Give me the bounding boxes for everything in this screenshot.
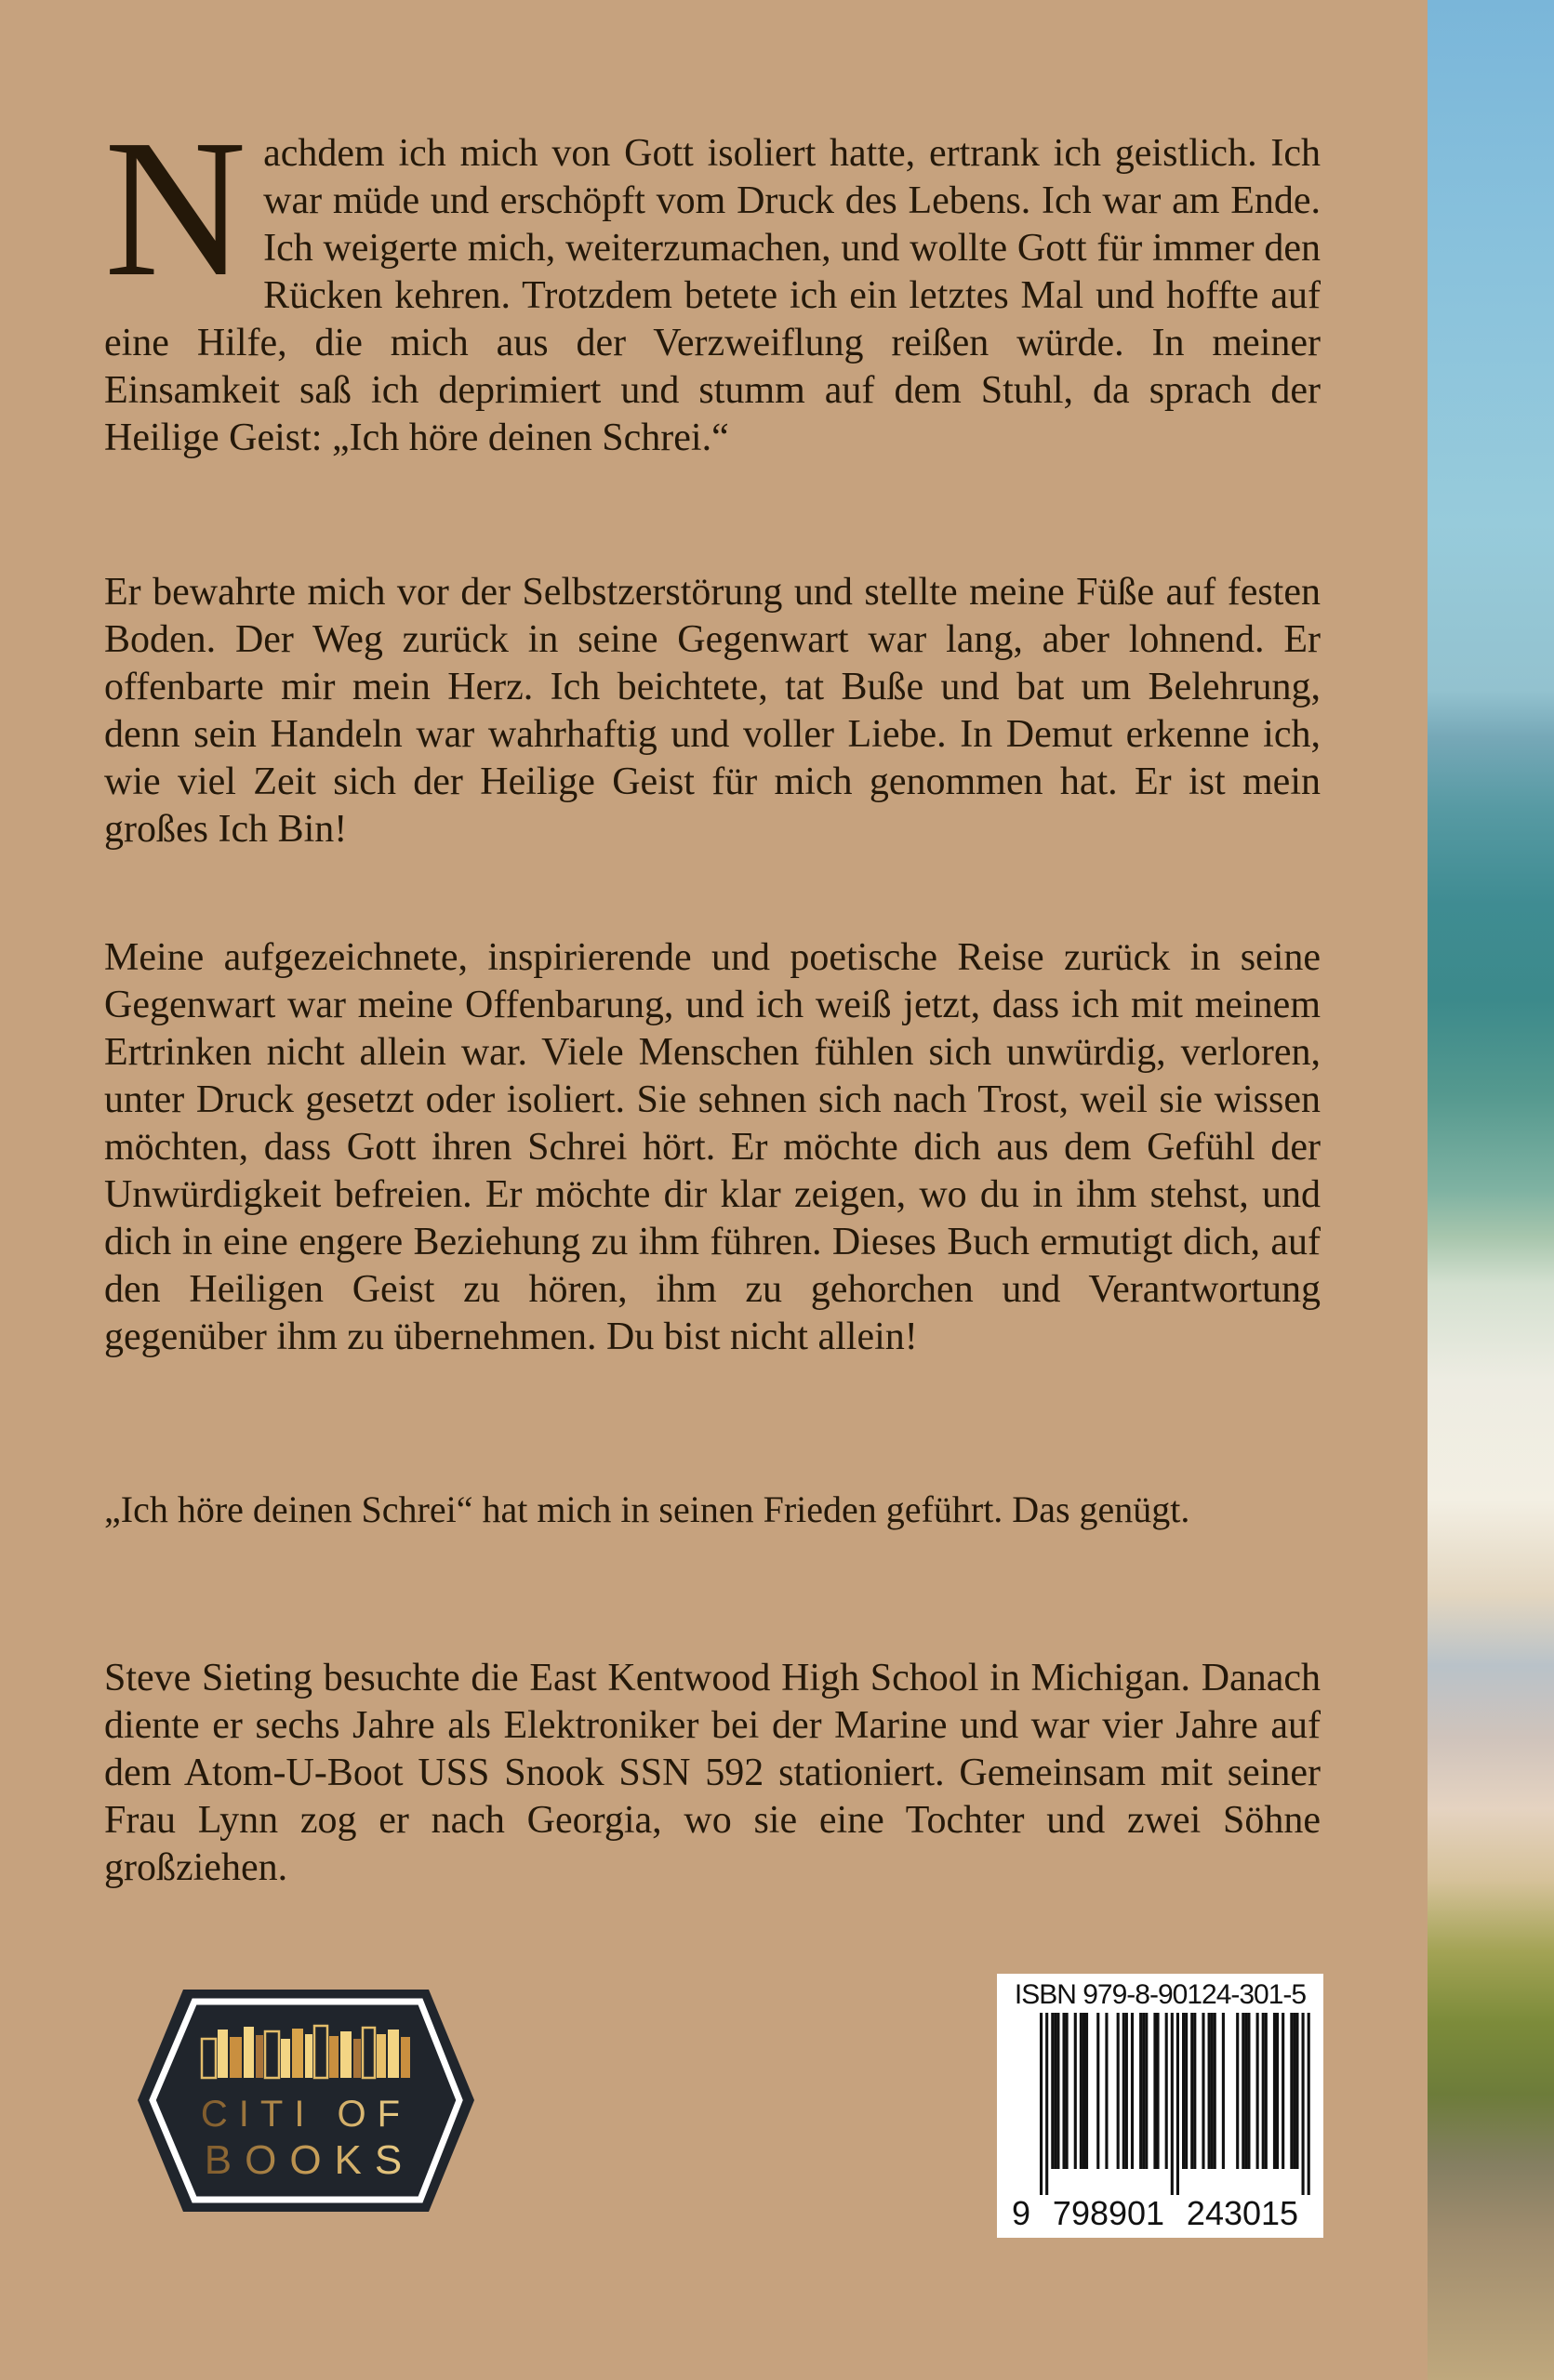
barcode-digits-left-group: 798901 [1052,2194,1165,2232]
publisher-logo-line2: BOOKS [204,2137,416,2183]
barcode-digits-right-group: 243015 [1186,2194,1299,2232]
beach-photo-strip [1428,0,1554,2380]
author-bio: Steve Sieting besuchte die East Kentwood High School in Michigan. Danach diente er sechs Jahre als Elektroniker bei der Marine und war vier Jahre auf dem Atom-U-Boot USS Snook SSN 592 stationiert. Gemeinsam mit seiner Frau Lynn zog er nach Georgia, wo sie eine Tochter und zwei Söhne großziehen. [104,1657,1321,1889]
synopsis-paragraph-3: Meine aufgezeichnete, inspirierende und poetische Reise zurück in seine Gegenwart war meine Offenbarung, und ich weiß jetzt, dass ich mit meinem Ertrinken nicht allein war. Viele Menschen fühlen sich unwürdig, verloren, unter Druck gesetzt oder isoliert. Sie sehnen sich nach Trost, weil sie wissen möchten, dass Gott ihren Schrei hört. Er möchte dich aus dem Gefühl der Unwürdigkeit befreien. Er möchte dir klar zeigen, wo du in ihm stehst, und dich in eine engere Beziehung zu ihm führen. Dieses Buch ermutigt dich, auf den Heiligen Geist zu hören, ihm zu gehorchen und Verantwortung gegenüber ihm zu übernehmen. Du bist nicht allein! [104,936,1321,1358]
publisher-logo-line1: CITI OF [200,2094,412,2135]
publisher-badge [135,1987,477,2215]
isbn-label: ISBN 979-8-90124-301-5 [1014,1979,1307,2010]
publisher-logo [135,1987,477,2215]
isbn-barcode [997,1974,1323,2238]
synopsis-paragraph-2: Er bewahrte mich vor der Selbstzerstörung und stellte meine Füße auf festen Boden. Der Weg zurück in seine Gegenwart war lang, aber lohnend. Er offenbarte mir mein Herz. Ich beichtete, tat Buße und bat um Belehrung, denn sein Handeln war wahrhaftig und voller Liebe. In Demut erkenne ich, wie viel Zeit sich der Heilige Geist für mich genommen hat. Er ist mein großes Ich Bin! [104,571,1321,851]
barcode-digit-lead: 9 [1012,2194,1031,2232]
synopsis-paragraph-1: Nachdem ich mich von Gott isoliert hatte, ertrank ich geistlich. Ich war müde und erschöpft vom Druck des Lebens. Ich war am Ende. Ich weigerte mich, weiterzumachen, und wollte Gott für immer den Rücken kehren. Trotzdem betete ich ein letztes Mal und hoffte auf eine Hilfe, die mich aus der Verzweiflung reißen würde. In meiner Einsamkeit saß ich deprimiert und stumm auf dem Stuhl, da sprach der Heilige Geist: „Ich höre deinen Schrei.“ [104,99,1321,459]
endorsement-quote: „Ich höre deinen Schrei“ hat mich in seinen Frieden geführt. Das genügt. [104,1488,1190,1530]
barcode-bars [1006,2013,1314,2232]
